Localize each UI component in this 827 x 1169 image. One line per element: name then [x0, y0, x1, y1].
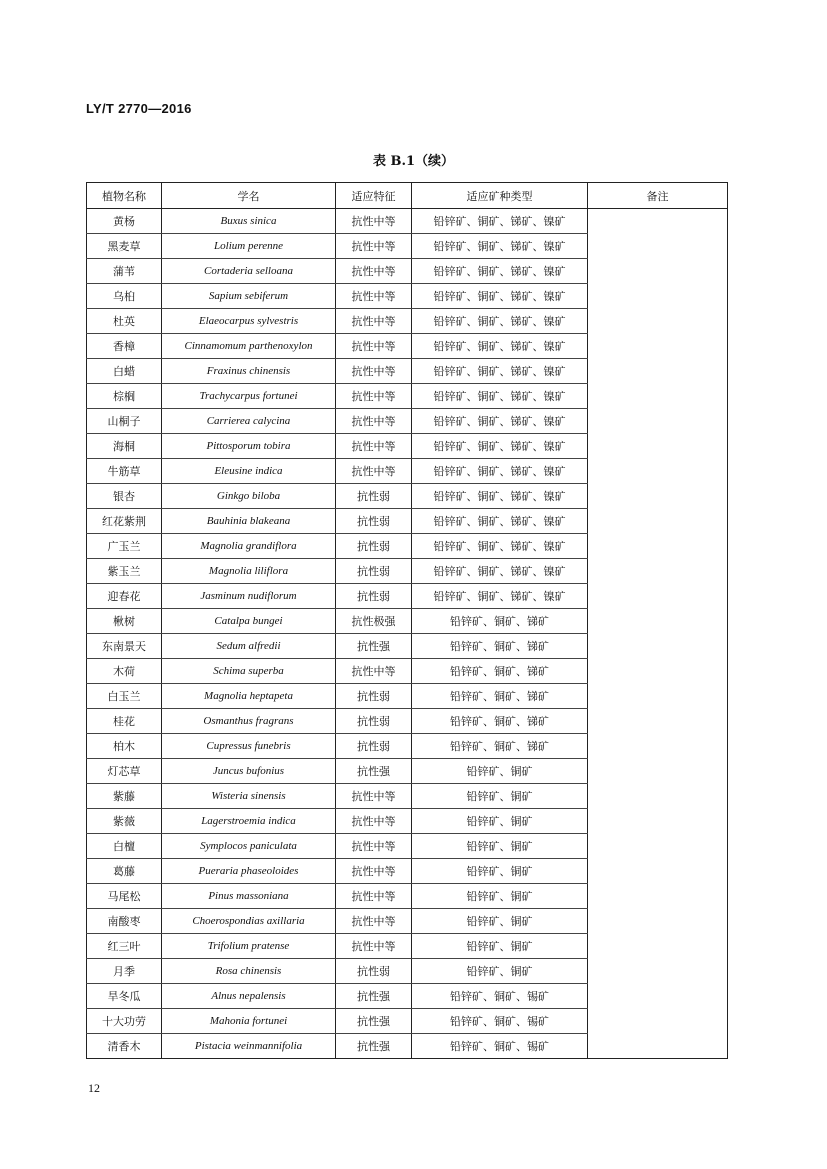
ore-type-cell: 铅锌矿、铜矿、锑矿、镍矿	[412, 484, 588, 509]
remark-cell	[588, 359, 728, 384]
scientific-name-cell: Magnolia grandiflora	[162, 534, 336, 559]
table-row	[87, 834, 728, 859]
plant-name-cell: 葛藤	[87, 859, 162, 884]
plant-name-cell: 棕榈	[87, 384, 162, 409]
page-number: 12	[88, 1081, 100, 1095]
adaptive-trait-cell: 抗性弱	[336, 709, 412, 734]
ore-type-cell: 铅锌矿、铜矿	[412, 809, 588, 834]
remark-cell	[588, 884, 728, 909]
table-header-row	[87, 183, 728, 209]
adaptive-trait-cell: 抗性强	[336, 759, 412, 784]
table-row	[87, 384, 728, 409]
adaptive-trait-cell: 抗性中等	[336, 234, 412, 259]
column-header-plant-name: 植物名称	[87, 183, 162, 209]
ore-type-cell: 铅锌矿、铜矿、锑矿	[412, 609, 588, 634]
remark-cell	[588, 1034, 728, 1059]
adaptive-trait-cell: 抗性中等	[336, 334, 412, 359]
ore-type-cell: 铅锌矿、铜矿、锑矿	[412, 634, 588, 659]
plant-name-cell: 白蜡	[87, 359, 162, 384]
plant-name-cell: 紫玉兰	[87, 559, 162, 584]
scientific-name-cell: Buxus sinica	[162, 209, 336, 234]
ore-type-cell: 铅锌矿、铜矿	[412, 784, 588, 809]
table-row	[87, 709, 728, 734]
adaptive-trait-cell: 抗性中等	[336, 884, 412, 909]
ore-type-cell: 铅锌矿、铜矿	[412, 859, 588, 884]
remark-cell	[588, 509, 728, 534]
adaptive-trait-cell: 抗性中等	[336, 809, 412, 834]
species-table	[86, 182, 728, 1059]
table-row	[87, 984, 728, 1009]
plant-name-cell: 白檀	[87, 834, 162, 859]
adaptive-trait-cell: 抗性极强	[336, 609, 412, 634]
remark-cell	[588, 709, 728, 734]
plant-name-cell: 马尾松	[87, 884, 162, 909]
plant-name-cell: 香樟	[87, 334, 162, 359]
plant-name-cell: 旱冬瓜	[87, 984, 162, 1009]
table-row	[87, 459, 728, 484]
ore-type-cell: 铅锌矿、铜矿、锡矿	[412, 984, 588, 1009]
adaptive-trait-cell: 抗性中等	[336, 309, 412, 334]
ore-type-cell: 铅锌矿、铜矿、锑矿、镍矿	[412, 284, 588, 309]
adaptive-trait-cell: 抗性中等	[336, 909, 412, 934]
ore-type-cell: 铅锌矿、铜矿	[412, 959, 588, 984]
plant-name-cell: 红花紫荆	[87, 509, 162, 534]
remark-cell	[588, 809, 728, 834]
remark-cell	[588, 984, 728, 1009]
ore-type-cell: 铅锌矿、铜矿、锑矿、镍矿	[412, 384, 588, 409]
scientific-name-cell: Symplocos paniculata	[162, 834, 336, 859]
plant-name-cell: 十大功劳	[87, 1009, 162, 1034]
adaptive-trait-cell: 抗性中等	[336, 209, 412, 234]
scientific-name-cell: Osmanthus fragrans	[162, 709, 336, 734]
table-row	[87, 959, 728, 984]
scientific-name-cell: Schima superba	[162, 659, 336, 684]
adaptive-trait-cell: 抗性中等	[336, 359, 412, 384]
plant-name-cell: 红三叶	[87, 934, 162, 959]
adaptive-trait-cell: 抗性中等	[336, 284, 412, 309]
plant-name-cell: 海桐	[87, 434, 162, 459]
remark-cell	[588, 234, 728, 259]
ore-type-cell: 铅锌矿、铜矿、锑矿、镍矿	[412, 459, 588, 484]
ore-type-cell: 铅锌矿、铜矿	[412, 884, 588, 909]
adaptive-trait-cell: 抗性强	[336, 634, 412, 659]
scientific-name-cell: Wisteria sinensis	[162, 784, 336, 809]
ore-type-cell: 铅锌矿、铜矿	[412, 834, 588, 859]
table-row	[87, 509, 728, 534]
scientific-name-cell: Pistacia weinmannifolia	[162, 1034, 336, 1059]
adaptive-trait-cell: 抗性中等	[336, 434, 412, 459]
plant-name-cell: 银杏	[87, 484, 162, 509]
plant-name-cell: 迎春花	[87, 584, 162, 609]
remark-cell	[588, 634, 728, 659]
plant-name-cell: 月季	[87, 959, 162, 984]
remark-cell	[588, 209, 728, 234]
ore-type-cell: 铅锌矿、铜矿、锑矿	[412, 684, 588, 709]
scientific-name-cell: Trachycarpus fortunei	[162, 384, 336, 409]
ore-type-cell: 铅锌矿、铜矿、锑矿、镍矿	[412, 584, 588, 609]
table-row	[87, 784, 728, 809]
ore-type-cell: 铅锌矿、铜矿、锑矿、镍矿	[412, 434, 588, 459]
plant-name-cell: 南酸枣	[87, 909, 162, 934]
remark-cell	[588, 834, 728, 859]
scientific-name-cell: Lagerstroemia indica	[162, 809, 336, 834]
scientific-name-cell: Sedum alfredii	[162, 634, 336, 659]
column-header-scientific-name: 学名	[162, 183, 336, 209]
ore-type-cell: 铅锌矿、铜矿	[412, 934, 588, 959]
ore-type-cell: 铅锌矿、铜矿、锑矿、镍矿	[412, 309, 588, 334]
adaptive-trait-cell: 抗性弱	[336, 509, 412, 534]
table-row	[87, 309, 728, 334]
ore-type-cell: 铅锌矿、铜矿、锑矿、镍矿	[412, 259, 588, 284]
plant-name-cell: 柏木	[87, 734, 162, 759]
scientific-name-cell: Pittosporum tobira	[162, 434, 336, 459]
adaptive-trait-cell: 抗性弱	[336, 559, 412, 584]
scientific-name-cell: Eleusine indica	[162, 459, 336, 484]
scientific-name-cell: Fraxinus chinensis	[162, 359, 336, 384]
plant-name-cell: 蒲苇	[87, 259, 162, 284]
remark-cell	[588, 484, 728, 509]
adaptive-trait-cell: 抗性中等	[336, 384, 412, 409]
table-title: 表 B.1（续）	[372, 154, 455, 169]
remark-cell	[588, 1009, 728, 1034]
scientific-name-cell: Mahonia fortunei	[162, 1009, 336, 1034]
adaptive-trait-cell: 抗性弱	[336, 734, 412, 759]
adaptive-trait-cell: 抗性中等	[336, 784, 412, 809]
plant-name-cell: 桂花	[87, 709, 162, 734]
table-row	[87, 609, 728, 634]
standard-code: LY/T 2770—2016	[86, 101, 192, 116]
ore-type-cell: 铅锌矿、铜矿、锑矿	[412, 659, 588, 684]
table-row	[87, 434, 728, 459]
scientific-name-cell: Choerospondias axillaria	[162, 909, 336, 934]
table-row	[87, 659, 728, 684]
table-body	[87, 209, 728, 1059]
scientific-name-cell: Alnus nepalensis	[162, 984, 336, 1009]
scientific-name-cell: Catalpa bungei	[162, 609, 336, 634]
adaptive-trait-cell: 抗性弱	[336, 534, 412, 559]
ore-type-cell: 铅锌矿、铜矿、锑矿	[412, 734, 588, 759]
scientific-name-cell: Ginkgo biloba	[162, 484, 336, 509]
ore-type-cell: 铅锌矿、铜矿	[412, 759, 588, 784]
remark-cell	[588, 559, 728, 584]
remark-cell	[588, 734, 728, 759]
plant-name-cell: 广玉兰	[87, 534, 162, 559]
adaptive-trait-cell: 抗性弱	[336, 584, 412, 609]
remark-cell	[588, 909, 728, 934]
remark-cell	[588, 609, 728, 634]
remark-cell	[588, 459, 728, 484]
column-header-remarks: 备注	[588, 183, 728, 209]
table-row	[87, 1034, 728, 1059]
remark-cell	[588, 584, 728, 609]
adaptive-trait-cell: 抗性中等	[336, 459, 412, 484]
plant-name-cell: 东南景天	[87, 634, 162, 659]
ore-type-cell: 铅锌矿、铜矿、锑矿、镍矿	[412, 409, 588, 434]
plant-name-cell: 楸树	[87, 609, 162, 634]
adaptive-trait-cell: 抗性强	[336, 1009, 412, 1034]
ore-type-cell: 铅锌矿、铜矿、锑矿	[412, 709, 588, 734]
ore-type-cell: 铅锌矿、铜矿	[412, 909, 588, 934]
table-row	[87, 284, 728, 309]
table-row	[87, 559, 728, 584]
ore-type-cell: 铅锌矿、铜矿、锑矿、镍矿	[412, 234, 588, 259]
remark-cell	[588, 759, 728, 784]
table-row	[87, 334, 728, 359]
scientific-name-cell: Magnolia liliflora	[162, 559, 336, 584]
ore-type-cell: 铅锌矿、铜矿、锡矿	[412, 1009, 588, 1034]
table-row	[87, 259, 728, 284]
plant-name-cell: 紫藤	[87, 784, 162, 809]
ore-type-cell: 铅锌矿、铜矿、锑矿、镍矿	[412, 334, 588, 359]
ore-type-cell: 铅锌矿、铜矿、锑矿、镍矿	[412, 209, 588, 234]
ore-type-cell: 铅锌矿、铜矿、锑矿、镍矿	[412, 559, 588, 584]
table-row	[87, 409, 728, 434]
plant-name-cell: 山桐子	[87, 409, 162, 434]
plant-name-cell: 木荷	[87, 659, 162, 684]
table-row	[87, 759, 728, 784]
remark-cell	[588, 284, 728, 309]
remark-cell	[588, 309, 728, 334]
remark-cell	[588, 934, 728, 959]
adaptive-trait-cell: 抗性中等	[336, 259, 412, 284]
plant-name-cell: 黑麦草	[87, 234, 162, 259]
plant-name-cell: 白玉兰	[87, 684, 162, 709]
adaptive-trait-cell: 抗性中等	[336, 834, 412, 859]
adaptive-trait-cell: 抗性强	[336, 984, 412, 1009]
adaptive-trait-cell: 抗性中等	[336, 659, 412, 684]
adaptive-trait-cell: 抗性中等	[336, 859, 412, 884]
table-row	[87, 909, 728, 934]
plant-name-cell: 紫薇	[87, 809, 162, 834]
table-row	[87, 534, 728, 559]
ore-type-cell: 铅锌矿、铜矿、锡矿	[412, 1034, 588, 1059]
plant-name-cell: 乌桕	[87, 284, 162, 309]
scientific-name-cell: Sapium sebiferum	[162, 284, 336, 309]
scientific-name-cell: Cinnamomum parthenoxylon	[162, 334, 336, 359]
plant-name-cell: 牛筋草	[87, 459, 162, 484]
adaptive-trait-cell: 抗性中等	[336, 409, 412, 434]
adaptive-trait-cell: 抗性弱	[336, 684, 412, 709]
scientific-name-cell: Juncus bufonius	[162, 759, 336, 784]
table-row	[87, 809, 728, 834]
scientific-name-cell: Cupressus funebris	[162, 734, 336, 759]
remark-cell	[588, 859, 728, 884]
remark-cell	[588, 409, 728, 434]
scientific-name-cell: Pueraria phaseoloides	[162, 859, 336, 884]
plant-name-cell: 灯芯草	[87, 759, 162, 784]
adaptive-trait-cell: 抗性中等	[336, 934, 412, 959]
remark-cell	[588, 434, 728, 459]
adaptive-trait-cell: 抗性弱	[336, 484, 412, 509]
scientific-name-cell: Bauhinia blakeana	[162, 509, 336, 534]
scientific-name-cell: Jasminum nudiflorum	[162, 584, 336, 609]
plant-name-cell: 清香木	[87, 1034, 162, 1059]
remark-cell	[588, 259, 728, 284]
ore-type-cell: 铅锌矿、铜矿、锑矿、镍矿	[412, 509, 588, 534]
scientific-name-cell: Magnolia heptapeta	[162, 684, 336, 709]
scientific-name-cell: Pinus massoniana	[162, 884, 336, 909]
table-row	[87, 1009, 728, 1034]
table-row	[87, 359, 728, 384]
remark-cell	[588, 684, 728, 709]
remark-cell	[588, 659, 728, 684]
column-header-ore-type: 适应矿种类型	[412, 183, 588, 209]
adaptive-trait-cell: 抗性强	[336, 1034, 412, 1059]
scientific-name-cell: Carrierea calycina	[162, 409, 336, 434]
scientific-name-cell: Elaeocarpus sylvestris	[162, 309, 336, 334]
table-row	[87, 634, 728, 659]
scientific-name-cell: Rosa chinensis	[162, 959, 336, 984]
table-row	[87, 884, 728, 909]
adaptive-trait-cell: 抗性弱	[336, 959, 412, 984]
table-row	[87, 934, 728, 959]
scientific-name-cell: Trifolium pratense	[162, 934, 336, 959]
ore-type-cell: 铅锌矿、铜矿、锑矿、镍矿	[412, 359, 588, 384]
plant-name-cell: 黄杨	[87, 209, 162, 234]
table-row	[87, 484, 728, 509]
scientific-name-cell: Lolium perenne	[162, 234, 336, 259]
table-row	[87, 209, 728, 234]
table-row	[87, 859, 728, 884]
remark-cell	[588, 334, 728, 359]
remark-cell	[588, 534, 728, 559]
scientific-name-cell: Cortaderia selloana	[162, 259, 336, 284]
remark-cell	[588, 959, 728, 984]
column-header-adaptive-trait: 适应特征	[336, 183, 412, 209]
remark-cell	[588, 784, 728, 809]
table-row	[87, 234, 728, 259]
table-row	[87, 684, 728, 709]
table-row	[87, 734, 728, 759]
plant-name-cell: 杜英	[87, 309, 162, 334]
ore-type-cell: 铅锌矿、铜矿、锑矿、镍矿	[412, 534, 588, 559]
table-row	[87, 584, 728, 609]
remark-cell	[588, 384, 728, 409]
